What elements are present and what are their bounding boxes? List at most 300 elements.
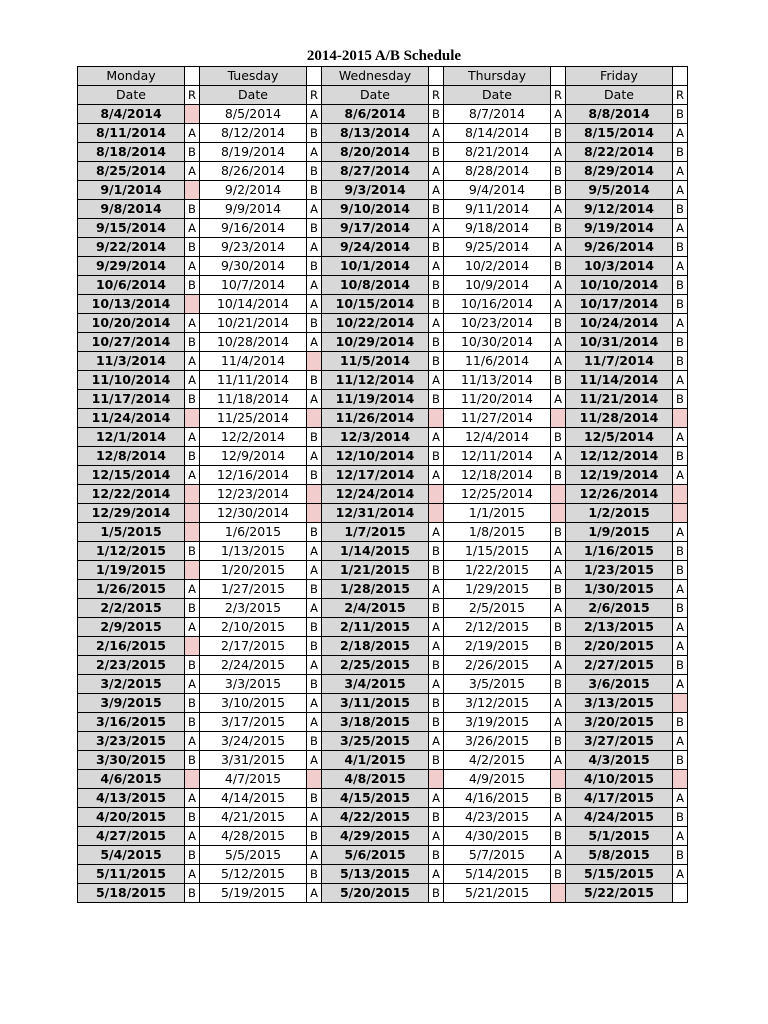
date-cell: 2/10/2015 [200,618,307,637]
date-cell: 11/21/2014 [566,390,673,409]
date-column-header: Date [566,86,673,105]
rotation-column-header: R [551,86,566,105]
rotation-cell [185,485,200,504]
rotation-cell: B [185,884,200,903]
rotation-cell: B [185,447,200,466]
rotation-cell: B [673,808,688,827]
rotation-cell: A [307,200,322,219]
rotation-cell: A [429,219,444,238]
rotation-cell: A [185,124,200,143]
rotation-cell: A [673,181,688,200]
date-cell: 9/18/2014 [444,219,551,238]
date-cell: 3/31/2015 [200,751,307,770]
rotation-cell: B [551,637,566,656]
date-column-header: Date [200,86,307,105]
rotation-cell: B [429,447,444,466]
rotation-cell: A [673,428,688,447]
rotation-cell: B [307,428,322,447]
date-cell: 10/9/2014 [444,276,551,295]
date-cell: 9/19/2014 [566,219,673,238]
rotation-cell: A [551,352,566,371]
rotation-cell: A [551,694,566,713]
date-cell: 4/20/2015 [78,808,185,827]
date-cell: 12/12/2014 [566,447,673,466]
date-cell: 10/3/2014 [566,257,673,276]
date-cell: 8/28/2014 [444,162,551,181]
rotation-cell: B [673,390,688,409]
table-row [78,884,688,903]
date-cell: 3/26/2015 [444,732,551,751]
rotation-cell [429,504,444,523]
date-cell: 2/19/2015 [444,637,551,656]
date-cell: 10/13/2014 [78,295,185,314]
date-cell: 4/9/2015 [444,770,551,789]
table-row [78,542,688,561]
rotation-cell: A [429,466,444,485]
date-cell: 1/22/2015 [444,561,551,580]
date-cell: 5/18/2015 [78,884,185,903]
rotation-cell: B [185,846,200,865]
date-cell: 10/10/2014 [566,276,673,295]
date-cell: 2/13/2015 [566,618,673,637]
rotation-cell [185,523,200,542]
date-cell: 8/8/2014 [566,105,673,124]
date-cell: 5/15/2015 [566,865,673,884]
date-cell: 3/27/2015 [566,732,673,751]
date-cell: 9/26/2014 [566,238,673,257]
day-header-row [78,67,688,86]
table-row [78,770,688,789]
rotation-cell: A [551,751,566,770]
date-cell: 3/12/2015 [444,694,551,713]
table-row [78,713,688,732]
rotation-cell: B [551,675,566,694]
rotation-cell: A [673,732,688,751]
rotation-cell [673,884,688,903]
date-cell: 2/24/2015 [200,656,307,675]
day-header-spacer [185,67,200,86]
date-cell: 12/22/2014 [78,485,185,504]
rotation-cell: B [551,580,566,599]
date-cell: 10/7/2014 [200,276,307,295]
date-cell: 8/15/2014 [566,124,673,143]
date-cell: 12/15/2014 [78,466,185,485]
table-row [78,371,688,390]
date-cell: 2/26/2015 [444,656,551,675]
date-cell: 11/10/2014 [78,371,185,390]
date-cell: 5/20/2015 [322,884,429,903]
date-cell: 2/11/2015 [322,618,429,637]
rotation-cell: B [673,542,688,561]
rotation-cell: B [185,238,200,257]
date-cell: 2/12/2015 [444,618,551,637]
date-cell: 10/23/2014 [444,314,551,333]
rotation-cell: B [429,846,444,865]
date-cell: 2/2/2015 [78,599,185,618]
table-row [78,618,688,637]
date-cell: 3/2/2015 [78,675,185,694]
rotation-cell: B [673,200,688,219]
rotation-cell: A [307,238,322,257]
rotation-cell: A [429,181,444,200]
rotation-cell: B [429,713,444,732]
rotation-cell [185,295,200,314]
rotation-cell: A [185,162,200,181]
rotation-cell: B [673,276,688,295]
rotation-cell: B [673,656,688,675]
table-row [78,428,688,447]
rotation-cell: B [673,751,688,770]
date-cell: 12/19/2014 [566,466,673,485]
date-cell: 4/24/2015 [566,808,673,827]
column-header-row [78,86,688,105]
rotation-cell: B [307,580,322,599]
date-cell: 8/26/2014 [200,162,307,181]
table-row [78,751,688,770]
rotation-cell: B [429,599,444,618]
rotation-cell [429,770,444,789]
date-cell: 10/28/2014 [200,333,307,352]
date-cell: 1/19/2015 [78,561,185,580]
date-cell: 8/5/2014 [200,105,307,124]
rotation-cell: B [429,808,444,827]
date-cell: 9/8/2014 [78,200,185,219]
date-cell: 12/5/2014 [566,428,673,447]
rotation-cell: A [551,390,566,409]
rotation-cell [551,884,566,903]
date-cell: 2/27/2015 [566,656,673,675]
date-column-header: Date [322,86,429,105]
date-cell: 1/13/2015 [200,542,307,561]
rotation-cell: A [551,143,566,162]
rotation-cell [185,105,200,124]
date-cell: 5/19/2015 [200,884,307,903]
rotation-cell: A [185,466,200,485]
rotation-cell: B [307,162,322,181]
date-cell: 11/14/2014 [566,371,673,390]
date-cell: 8/6/2014 [322,105,429,124]
rotation-cell [307,352,322,371]
date-cell: 4/17/2015 [566,789,673,808]
date-cell: 2/4/2015 [322,599,429,618]
table-row [78,200,688,219]
rotation-cell [185,181,200,200]
date-cell: 5/13/2015 [322,865,429,884]
date-cell: 10/6/2014 [78,276,185,295]
table-row [78,656,688,675]
page-title: 2014-2015 A/B Schedule [306,48,462,64]
date-cell: 5/4/2015 [78,846,185,865]
date-cell: 9/17/2014 [322,219,429,238]
rotation-cell: A [673,162,688,181]
rotation-cell: B [551,466,566,485]
table-row [78,789,688,808]
rotation-cell: B [307,675,322,694]
date-cell: 4/14/2015 [200,789,307,808]
date-cell: 1/29/2015 [444,580,551,599]
rotation-cell: A [185,314,200,333]
date-cell: 12/17/2014 [322,466,429,485]
rotation-cell: A [673,466,688,485]
date-cell: 8/19/2014 [200,143,307,162]
table-row [78,561,688,580]
date-cell: 12/10/2014 [322,447,429,466]
date-cell: 2/25/2015 [322,656,429,675]
day-header-wednesday: Wednesday [322,67,429,86]
date-cell: 10/21/2014 [200,314,307,333]
date-cell: 8/11/2014 [78,124,185,143]
date-cell: 11/25/2014 [200,409,307,428]
rotation-cell: B [185,200,200,219]
date-cell: 4/27/2015 [78,827,185,846]
date-cell: 1/1/2015 [444,504,551,523]
date-cell: 3/18/2015 [322,713,429,732]
rotation-cell: A [551,561,566,580]
rotation-cell: B [551,618,566,637]
date-cell: 4/29/2015 [322,827,429,846]
date-cell: 8/13/2014 [322,124,429,143]
rotation-cell: B [429,694,444,713]
table-row [78,865,688,884]
rotation-cell: A [429,162,444,181]
rotation-cell: A [673,371,688,390]
rotation-cell: A [307,599,322,618]
date-cell: 1/30/2015 [566,580,673,599]
rotation-cell: B [673,143,688,162]
rotation-cell: B [551,181,566,200]
date-cell: 12/26/2014 [566,485,673,504]
rotation-cell: B [307,219,322,238]
rotation-cell [673,770,688,789]
table-row [78,257,688,276]
date-cell: 8/29/2014 [566,162,673,181]
date-cell: 3/11/2015 [322,694,429,713]
rotation-cell: A [673,219,688,238]
rotation-cell: B [429,105,444,124]
date-cell: 12/30/2014 [200,504,307,523]
rotation-cell: A [307,295,322,314]
date-cell: 9/30/2014 [200,257,307,276]
rotation-cell: A [673,789,688,808]
date-cell: 3/4/2015 [322,675,429,694]
rotation-cell: A [429,428,444,447]
rotation-cell: B [185,656,200,675]
rotation-cell: B [551,162,566,181]
rotation-cell: A [307,846,322,865]
rotation-cell: B [185,542,200,561]
rotation-cell: A [551,808,566,827]
date-cell: 12/2/2014 [200,428,307,447]
rotation-cell: B [307,789,322,808]
rotation-cell: A [673,257,688,276]
date-cell: 5/12/2015 [200,865,307,884]
rotation-cell: B [307,314,322,333]
rotation-cell [673,694,688,713]
date-cell: 4/16/2015 [444,789,551,808]
date-cell: 11/20/2014 [444,390,551,409]
table-row [78,143,688,162]
schedule-body [78,105,688,903]
date-cell: 9/29/2014 [78,257,185,276]
day-header-spacer [429,67,444,86]
date-cell: 12/9/2014 [200,447,307,466]
rotation-cell [551,770,566,789]
rotation-cell: B [429,276,444,295]
date-cell: 11/18/2014 [200,390,307,409]
date-cell: 5/22/2015 [566,884,673,903]
table-row [78,314,688,333]
date-cell: 9/1/2014 [78,181,185,200]
rotation-cell: B [673,713,688,732]
date-cell: 3/16/2015 [78,713,185,732]
date-cell: 3/25/2015 [322,732,429,751]
rotation-column-header: R [185,86,200,105]
rotation-cell: A [551,238,566,257]
rotation-cell: A [673,580,688,599]
rotation-cell: A [307,447,322,466]
rotation-cell: A [429,675,444,694]
date-column-header: Date [78,86,185,105]
rotation-cell [551,409,566,428]
rotation-cell: B [307,124,322,143]
date-cell: 5/21/2015 [444,884,551,903]
rotation-cell: A [429,732,444,751]
rotation-cell: B [551,827,566,846]
rotation-cell: A [673,618,688,637]
rotation-cell [551,504,566,523]
rotation-cell: A [551,200,566,219]
day-header-friday: Friday [566,67,673,86]
date-cell: 3/6/2015 [566,675,673,694]
date-cell: 11/4/2014 [200,352,307,371]
date-cell: 11/24/2014 [78,409,185,428]
rotation-cell: A [185,257,200,276]
rotation-cell: B [307,865,322,884]
date-cell: 10/20/2014 [78,314,185,333]
date-cell: 1/21/2015 [322,561,429,580]
date-cell: 9/9/2014 [200,200,307,219]
rotation-cell: A [185,219,200,238]
date-cell: 11/6/2014 [444,352,551,371]
date-cell: 10/14/2014 [200,295,307,314]
date-cell: 5/7/2015 [444,846,551,865]
date-cell: 9/4/2014 [444,181,551,200]
rotation-cell: B [307,827,322,846]
date-cell: 1/15/2015 [444,542,551,561]
date-cell: 4/6/2015 [78,770,185,789]
rotation-cell: B [185,694,200,713]
date-cell: 9/22/2014 [78,238,185,257]
date-cell: 11/28/2014 [566,409,673,428]
rotation-cell: A [307,808,322,827]
date-cell: 3/19/2015 [444,713,551,732]
date-cell: 3/3/2015 [200,675,307,694]
date-cell: 10/17/2014 [566,295,673,314]
date-cell: 8/4/2014 [78,105,185,124]
date-cell: 5/5/2015 [200,846,307,865]
rotation-cell: A [185,428,200,447]
date-cell: 1/16/2015 [566,542,673,561]
rotation-cell: B [429,390,444,409]
rotation-cell: A [673,865,688,884]
date-cell: 3/10/2015 [200,694,307,713]
date-cell: 9/15/2014 [78,219,185,238]
rotation-column-header: R [673,86,688,105]
date-cell: 2/5/2015 [444,599,551,618]
table-row [78,466,688,485]
rotation-cell [185,409,200,428]
date-column-header: Date [444,86,551,105]
date-cell: 9/2/2014 [200,181,307,200]
rotation-cell: A [673,675,688,694]
table-row [78,295,688,314]
rotation-cell: B [185,390,200,409]
rotation-cell: B [185,276,200,295]
rotation-cell [673,409,688,428]
rotation-cell: B [185,143,200,162]
rotation-cell: A [429,314,444,333]
rotation-cell: B [673,846,688,865]
rotation-column-header: R [307,86,322,105]
rotation-cell: B [429,143,444,162]
rotation-cell: A [185,789,200,808]
date-cell: 5/11/2015 [78,865,185,884]
rotation-cell: A [307,390,322,409]
rotation-cell: B [551,124,566,143]
date-cell: 11/12/2014 [322,371,429,390]
rotation-cell: A [307,884,322,903]
date-cell: 4/15/2015 [322,789,429,808]
date-cell: 12/1/2014 [78,428,185,447]
date-cell: 5/14/2015 [444,865,551,884]
rotation-cell: B [429,751,444,770]
rotation-cell: B [551,371,566,390]
date-cell: 4/7/2015 [200,770,307,789]
rotation-cell [307,770,322,789]
date-cell: 1/7/2015 [322,523,429,542]
table-row [78,523,688,542]
date-cell: 10/15/2014 [322,295,429,314]
table-row [78,219,688,238]
table-row [78,580,688,599]
rotation-cell [307,485,322,504]
table-row [78,675,688,694]
rotation-cell [429,485,444,504]
date-cell: 2/23/2015 [78,656,185,675]
rotation-cell: A [429,124,444,143]
rotation-column-header: R [429,86,444,105]
date-cell: 12/18/2014 [444,466,551,485]
date-cell: 1/26/2015 [78,580,185,599]
date-cell: 9/16/2014 [200,219,307,238]
date-cell: 8/7/2014 [444,105,551,124]
rotation-cell: A [185,618,200,637]
date-cell: 3/30/2015 [78,751,185,770]
date-cell: 5/6/2015 [322,846,429,865]
date-cell: 10/2/2014 [444,257,551,276]
table-row [78,504,688,523]
rotation-cell: A [551,447,566,466]
rotation-cell: B [307,618,322,637]
date-cell: 11/17/2014 [78,390,185,409]
date-cell: 3/9/2015 [78,694,185,713]
date-cell: 2/16/2015 [78,637,185,656]
rotation-cell: A [429,580,444,599]
rotation-cell [429,409,444,428]
date-cell: 1/9/2015 [566,523,673,542]
rotation-cell: A [307,105,322,124]
date-cell: 1/28/2015 [322,580,429,599]
